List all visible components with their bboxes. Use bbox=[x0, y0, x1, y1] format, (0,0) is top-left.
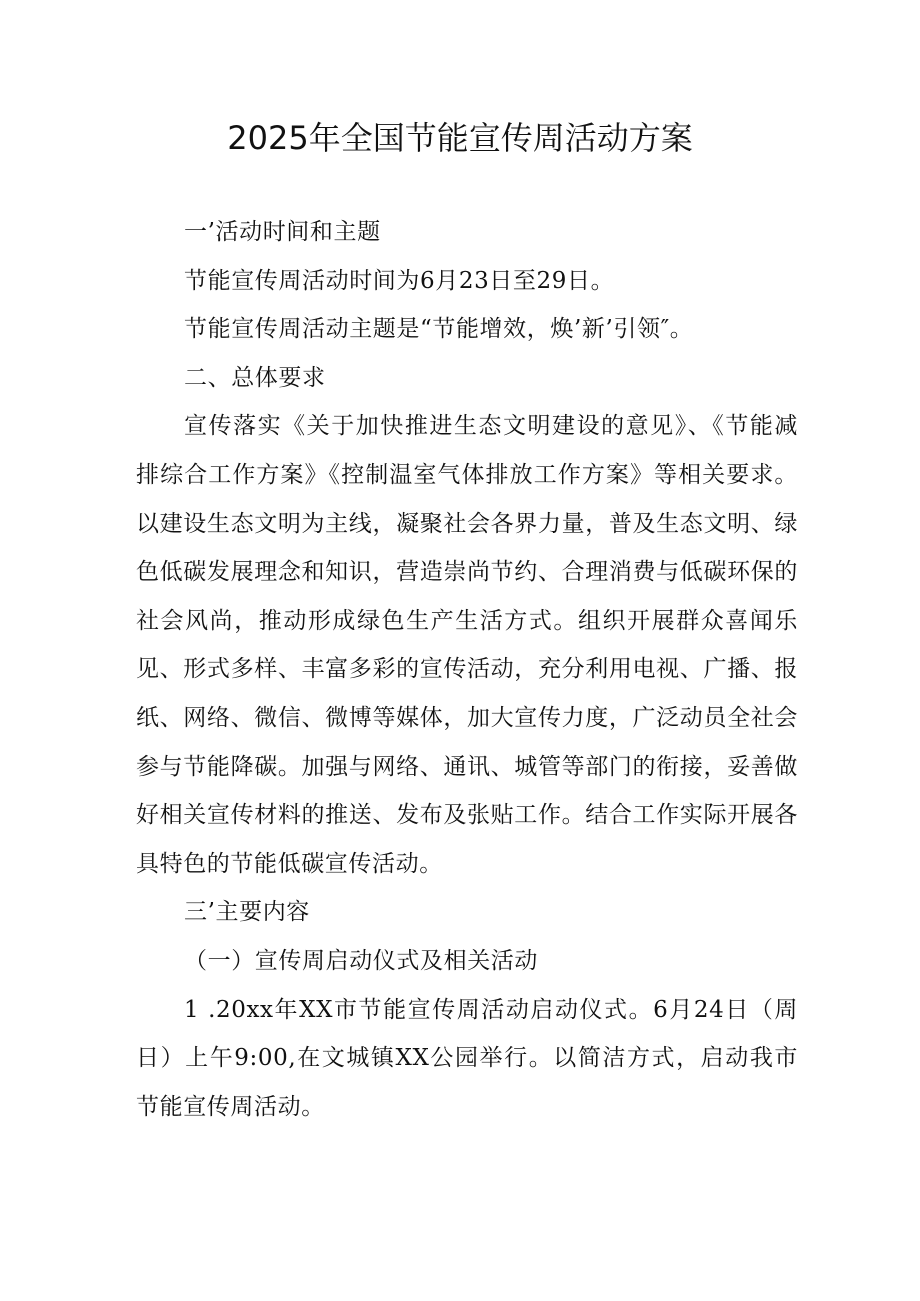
section-heading-main-content: 三’主要内容 bbox=[184, 899, 310, 926]
paragraph-activity-time: 节能宣传周活动时间为6月23日至29日。 bbox=[184, 267, 615, 294]
document-body bbox=[136, 208, 798, 1131]
document-title: 2025年全国节能宣传周活动方案 bbox=[227, 119, 693, 157]
paragraph-launch-ceremony: 1 .20xx年XX市节能宣传周活动启动仪式。6月24日（周日）上午9:00,在文城镇XX公园举行。以简洁方式，启动我市节能宣传周活动。 bbox=[136, 996, 798, 1120]
paragraph-activity-theme: 节能宣传周活动主题是“节能增效，焕’新’引领″。 bbox=[184, 316, 694, 343]
section-heading-general-requirements: 二、总体要求 bbox=[184, 364, 326, 391]
subsection-heading-launch-ceremony: （一）宣传周启动仪式及相关活动 bbox=[184, 947, 538, 974]
section-heading-time-theme: 一’活动时间和主题 bbox=[184, 219, 381, 245]
paragraph-general-requirements: 宣传落实《关于加快推进生态文明建设的意见》、《节能减排综合工作方案》《控制温室气体排放工作方案》等相关要求。以建设生态文明为主线，凝聚社会各界力量，普及生态文明、绿色低碳发展理念和知识，营造崇尚节约、合理消费与低碳环保的社会风尚，推动形成绿色生产生活方式。组织开展群众喜闻乐见、形式多样、丰富多彩的宣传活动，充分利用电视、广播、报纸、网络、微信、微博等媒体，加大宣传力度，广泛动员全社会参与节能降碳。加强与网络、通讯、城管等部门的衔接，妥善做好相关宣传材料的推送、发布及张贴工作。结合工作实际开展各具特色的节能低碳宣传活动。 bbox=[136, 413, 798, 877]
